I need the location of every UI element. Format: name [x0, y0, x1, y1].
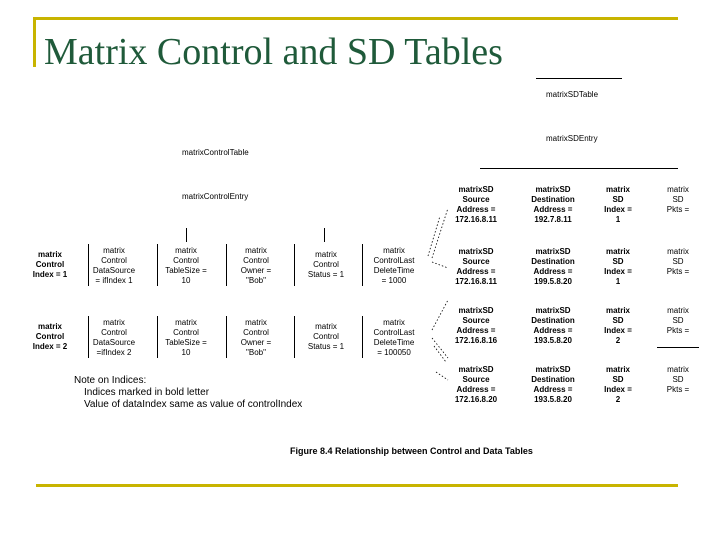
note-line-1: Indices marked in bold letter: [84, 387, 210, 398]
control-owner-cell: matrix Control Owner = "Bob": [240, 318, 272, 357]
connector-line: [432, 338, 448, 358]
sd-entry-label: matrixSDEntry: [546, 134, 598, 143]
connector-line: [434, 346, 446, 362]
sd-table-label: matrixSDTable: [546, 90, 599, 99]
control-lastdelete-cell: matrix ControlLast DeleteTime = 1000: [373, 246, 415, 285]
sd-pkts-cell: matrix SD Pkts =: [666, 247, 690, 276]
control-tablesize-cell: matrix Control TableSize = 10: [165, 246, 207, 285]
control-lastdelete-cell: matrix ControlLast DeleteTime = 100050: [373, 318, 415, 357]
control-datasource-cell: matrix Control DataSource = ifIndex 1: [92, 246, 136, 285]
sd-destination-cell: matrixSD Destination Address = 192.7.8.11: [531, 185, 575, 224]
sd-destination-cell: matrixSD Destination Address = 193.5.8.20: [531, 306, 575, 345]
control-tablesize-cell: matrix Control TableSize = 10: [165, 318, 207, 357]
control-entry-label: matrixControlEntry: [182, 192, 249, 201]
connector-line: [432, 300, 448, 330]
sd-source-cell: matrixSD Source Address = 172.16.8.16: [454, 306, 498, 345]
control-status-cell: matrix Control Status = 1: [307, 322, 345, 351]
sd-destination-cell: matrixSD Destination Address = 193.5.8.20: [531, 365, 575, 404]
control-table-label: matrixControlTable: [182, 148, 249, 157]
sd-source-cell: matrixSD Source Address = 172.16.8.20: [454, 365, 498, 404]
sd-pkts-cell: matrix SD Pkts =: [666, 185, 690, 214]
slide-title: Matrix Control and SD Tables: [44, 31, 503, 73]
connector-line: [432, 208, 448, 258]
connector-line: [432, 262, 448, 268]
sd-index-cell: matrix SD Index = 1: [604, 247, 632, 286]
control-datasource-cell: matrix Control DataSource =ifIndex 2: [92, 318, 136, 357]
connector-line: [428, 216, 440, 256]
sd-source-cell: matrixSD Source Address = 172.16.8.11: [455, 247, 497, 286]
figure-caption: Figure 8.4 Relationship between Control and Data Tables: [290, 446, 533, 456]
sd-index-cell: matrix SD Index = 1: [604, 185, 632, 224]
connector-line: [436, 372, 448, 380]
control-index-cell: matrix Control Index = 1: [32, 250, 68, 279]
sd-pkts-cell: matrix SD Pkts =: [666, 306, 690, 335]
sd-pkts-cell: matrix SD Pkts =: [666, 365, 690, 394]
note-heading: Note on Indices:: [74, 375, 147, 386]
control-status-cell: matrix Control Status = 1: [307, 250, 345, 279]
sd-destination-cell: matrixSD Destination Address = 199.5.8.20: [531, 247, 575, 286]
sd-index-cell: matrix SD Index = 2: [604, 365, 632, 404]
sd-source-cell: matrixSD Source Address = 172.16.8.11: [455, 185, 497, 224]
control-index-cell: matrix Control Index = 2: [32, 322, 68, 351]
control-owner-cell: matrix Control Owner = "Bob": [240, 246, 272, 285]
sd-index-cell: matrix SD Index = 2: [604, 306, 632, 345]
note-line-2: Value of dataIndex same as value of controlIndex: [84, 399, 303, 410]
